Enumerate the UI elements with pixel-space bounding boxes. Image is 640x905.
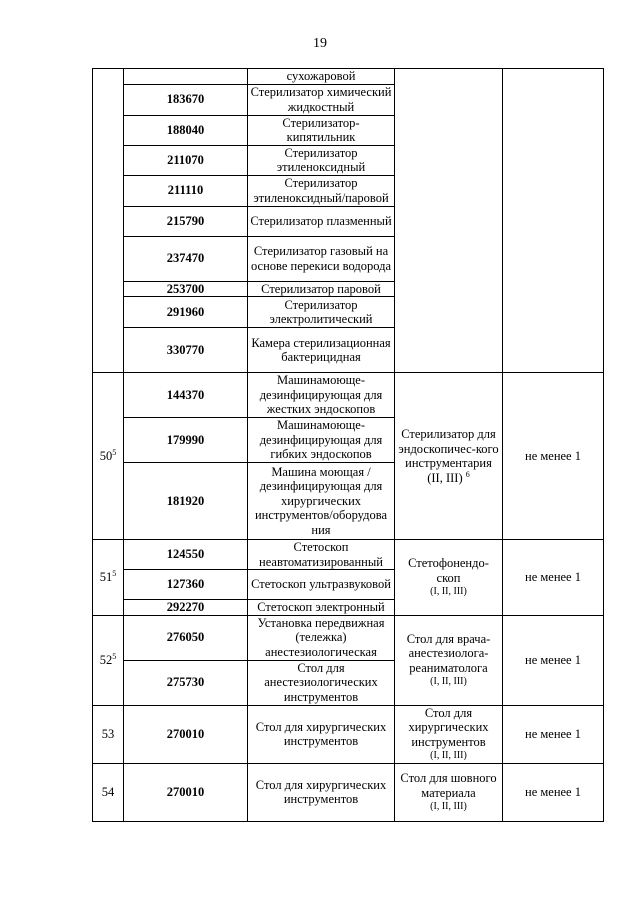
name-cell: Стерилизатор газовый на основе перекиси водорода xyxy=(248,236,395,281)
code-cell: 292270 xyxy=(124,600,248,616)
name-cell: Стерилизатор этиленоксидный xyxy=(248,145,395,175)
name-cell: Стерилизатор-кипятильник xyxy=(248,115,395,145)
requirement-cell: не менее 1 xyxy=(503,540,604,616)
name-cell: Установка передвижная (тележка) анестезиологическая xyxy=(248,615,395,660)
name-cell: Машина моющая /дезинфицирующая для хирургических инструментов/оборудова ния xyxy=(248,463,395,540)
row-number-cell: $52^5$ xyxy=(93,615,124,705)
requirement-cell: не менее 1 xyxy=(503,373,604,540)
table-row xyxy=(93,373,604,418)
category-cell: Стерилизатор для эндоскопичес-кого инструментария (II, III) $^6$ xyxy=(395,373,503,540)
table-row xyxy=(93,615,604,660)
table-row xyxy=(93,69,604,85)
name-cell: Стол для хирургических инструментов xyxy=(248,763,395,821)
name-cell: Машинамоюще-дезинфицирующая для жестких эндоскопов xyxy=(248,373,395,418)
code-cell: 181920 xyxy=(124,463,248,540)
name-cell: Стол для хирургических инструментов xyxy=(248,705,395,763)
requirement-cell: не менее 1 xyxy=(503,705,604,763)
row-number-cell: $51^5$ xyxy=(93,540,124,616)
code-cell: 215790 xyxy=(124,206,248,236)
name-cell: Стерилизатор электролитический xyxy=(248,297,395,328)
name-cell: Камера стерилизационная бактерицидная xyxy=(248,328,395,373)
code-cell: 275730 xyxy=(124,660,248,705)
code-cell: 124550 xyxy=(124,540,248,570)
code-cell: 253700 xyxy=(124,281,248,297)
name-cell: сухожаровой xyxy=(248,69,395,85)
code-cell: 276050 xyxy=(124,615,248,660)
name-cell: Стетоскоп ультразвуковой xyxy=(248,570,395,600)
requirement-cell xyxy=(503,69,604,373)
category-cell: Стол для хирургических инструментов (I, II, III) xyxy=(395,705,503,763)
row-number-cell xyxy=(93,69,124,373)
table-row xyxy=(93,763,604,821)
category-cell: Стол для врача-анестезиолога-реаниматолога (I, II, III) xyxy=(395,615,503,705)
row-number-cell: 53 xyxy=(93,705,124,763)
code-cell: 270010 xyxy=(124,705,248,763)
requirement-cell: не менее 1 xyxy=(503,615,604,705)
code-cell: 127360 xyxy=(124,570,248,600)
name-cell: Стерилизатор паровой xyxy=(248,281,395,297)
code-cell: 237470 xyxy=(124,236,248,281)
requirement-cell: не менее 1 xyxy=(503,763,604,821)
code-cell: 179990 xyxy=(124,418,248,463)
name-cell: Стерилизатор этиленоксидный/паровой xyxy=(248,175,395,206)
name-cell: Стерилизатор плазменный xyxy=(248,206,395,236)
code-cell: 330770 xyxy=(124,328,248,373)
code-cell: 188040 xyxy=(124,115,248,145)
table-row xyxy=(93,705,604,763)
code-cell: 211110 xyxy=(124,175,248,206)
category-cell: Стол для шовного материала (I, II, III) xyxy=(395,763,503,821)
name-cell: Машинамоюще-дезинфицирующая для гибких эндоскопов xyxy=(248,418,395,463)
table-row xyxy=(93,540,604,570)
name-cell: Стетоскоп электронный xyxy=(248,600,395,616)
code-cell: 144370 xyxy=(124,373,248,418)
page-number: 19 xyxy=(313,36,327,51)
category-cell xyxy=(395,69,503,373)
code-cell: 291960 xyxy=(124,297,248,328)
row-number-cell: $50^5$ xyxy=(93,373,124,540)
equipment-table xyxy=(92,68,604,822)
name-cell: Стетоскоп неавтоматизированный xyxy=(248,540,395,570)
code-cell: 211070 xyxy=(124,145,248,175)
name-cell: Стерилизатор химический жидкостный xyxy=(248,84,395,115)
row-number-cell: 54 xyxy=(93,763,124,821)
code-cell: 270010 xyxy=(124,763,248,821)
code-cell: 183670 xyxy=(124,84,248,115)
category-cell: Стетофонендо-скоп (I, II, III) xyxy=(395,540,503,616)
code-cell xyxy=(124,69,248,85)
name-cell: Стол для анестезиологических инструментов xyxy=(248,660,395,705)
